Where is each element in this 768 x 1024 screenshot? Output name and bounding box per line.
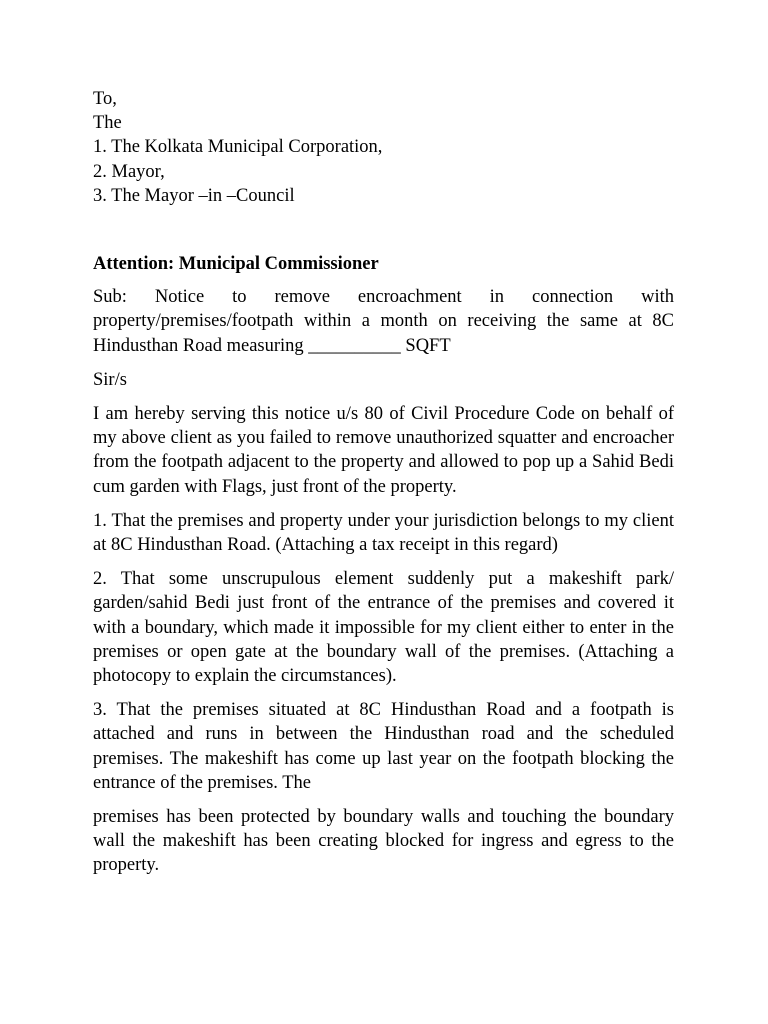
recipient-address-block bbox=[93, 87, 674, 208]
attention-line: Attention: Municipal Commissioner bbox=[93, 254, 379, 275]
address-line-to: To, bbox=[93, 89, 117, 109]
body-paragraph-continuation: premises has been protected by boundary walls and touching the boundary wall the makeshift has been creating blocked for ingress and egress to the property. bbox=[93, 807, 674, 876]
subject-line: Sub: Notice to remove encroachment in connection with property/premises/footpath within a month on receiving the same at 8C Hindusthan Road measuring __________ SQFT bbox=[93, 287, 674, 356]
body-paragraph-intro: I am hereby serving this notice u/s 80 of Civil Procedure Code on behalf of my above client as you failed to remove unauthorized squatter and encroacher from the footpath adjacent to the property and allowed to pop up a Sahid Bedi cum garden with Flags, just front of the property. bbox=[93, 404, 674, 497]
body-paragraph-point-2: 2. That some unscrupulous element suddenly put a makeshift park/ garden/sahid Bedi just front of the entrance of the premises and covered it with a boundary, which made it impossible for my client either to enter in the premises or open gate at the boundary wall of the premises. (Attaching a photocopy to explain the circumstances). bbox=[93, 569, 674, 687]
address-line-the: The bbox=[93, 113, 122, 134]
address-line-mayor: 2. Mayor, bbox=[93, 161, 165, 182]
notice-document bbox=[93, 87, 674, 878]
body-paragraph-point-1: 1. That the premises and property under your jurisdiction belongs to my client at 8C Hindusthan Road. (Attaching a tax receipt in this regard) bbox=[93, 510, 674, 556]
salutation: Sir/s bbox=[93, 369, 127, 390]
address-line-mayor-in-council: 3. The Mayor –in –Council bbox=[93, 185, 295, 206]
body-paragraph-point-3: 3. That the premises situated at 8C Hindusthan Road and a footpath is attached and runs in between the Hindusthan road and the scheduled premises. The makeshift has come up last year on the footpath blocking the entrance of the premises. The bbox=[93, 700, 674, 793]
address-line-corporation: 1. The Kolkata Municipal Corporation, bbox=[93, 137, 383, 158]
